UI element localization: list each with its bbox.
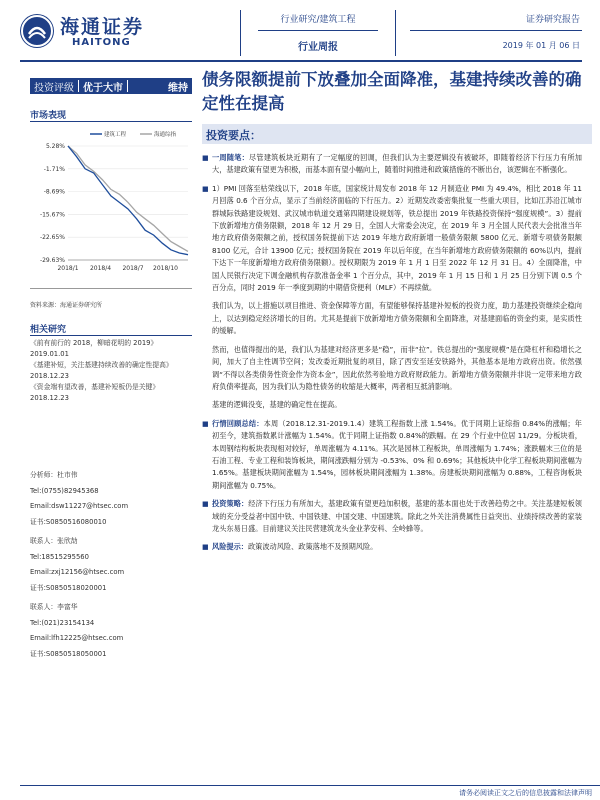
footer-rule [20, 785, 600, 786]
y-tick-label: -15.67% [39, 211, 65, 219]
analyst-item: 分析师：杜市伟 Tel:(0755)82945368 Email:dsw11227@htsec.com 证书:S0850516080010 [30, 471, 129, 526]
x-tick-label: 2018/10 [153, 265, 178, 272]
header-divider-right [395, 10, 396, 56]
rating-value: 优于大市 [83, 82, 123, 94]
y-tick-label: -22.65% [39, 234, 65, 242]
header-right-line [410, 30, 582, 31]
key-points-body [212, 152, 582, 554]
report-type: 行业周报 [298, 42, 338, 53]
x-tick-label: 2018/4 [89, 265, 112, 272]
logo-text-en: HAITONG [72, 37, 131, 48]
footer-disclaimer[interactable]: 请务必阅读正文之后的信息披露和法律声明 [459, 789, 592, 797]
analyst-block [30, 468, 195, 662]
related-item[interactable]: 《基建补短，关注基建持续改善的确定性提高》 2018.12.23 [30, 361, 173, 380]
market-section-label: 市场表现 [30, 111, 67, 121]
report-date: 2019 年 01 月 06 日 [502, 41, 580, 50]
logo-text-cn: 海通证券 [60, 16, 145, 38]
x-tick-label: 2018/1 [57, 265, 79, 272]
paragraph-view: 我们认为，以上措施以项目推进、资金保障等方面，有望能够保持基建补短板的投资力度，助力基建投资继续企稳向上，以达到稳定经济增长的目的。尤其是提前下放新增地方债务限额和全面降准，对基建面临的资金约束，是实质性的缓解。 [212, 301, 582, 336]
report-category: 行业研究/建筑工程 [280, 15, 356, 25]
y-tick-label: -8.69% [43, 188, 65, 196]
paragraph-risk: ■ 风险提示：政策波动风险、政策落地不及预期风险。 [212, 541, 582, 553]
series-line [68, 146, 188, 255]
analyst-item: 联系人：李富华 Tel:(021)23154134 Email:lfh12225@htsec.com 证书:S0850518050001 [30, 603, 124, 658]
haitong-logo-mark [20, 14, 54, 48]
related-section-label: 相关研究 [30, 325, 67, 335]
x-tick-label: 2018/7 [122, 265, 144, 272]
rating-label: 投资评级 [34, 82, 74, 94]
rating-action: 维持 [168, 82, 188, 94]
chart-bottom-rule [30, 288, 192, 289]
market-chart [30, 124, 195, 279]
related-list [30, 338, 195, 404]
related-rule [30, 335, 192, 336]
header-divider-left [240, 10, 241, 56]
header-bottom-rule [20, 60, 582, 62]
paragraph-caution: 然而，也值得提出的是，我们认为基建对经济更多是“稳”，而非“拉”。铁总提出的“强度规模”是在降杠杆和稳增长之间，加大了自主性调节空间；发改委近期批复的项目，除了西安至延安铁路外，其他基本是地方政府出资。依然强调“不得以各类债务性资金作为资本金”，因此依然考验地方政府财政能力。新增地方债务限额并非说一定带来地方政府负债率提高，因为我们认为隐性债务的收缩是大概率，两者相互抵消影响。 [212, 344, 582, 391]
series-line [68, 146, 188, 251]
related-item[interactable]: 《前有前行的 2018，柳暗花明的 2019》 2019.01.01 [30, 339, 158, 358]
paragraph-conclusion: 基建的逻辑没变，基建的确定性在提高。 [212, 400, 342, 410]
market-rule [30, 121, 192, 122]
rating-sep [127, 80, 128, 92]
related-item[interactable]: 《资金端有望改善，基建补短板仍是关键》 2018.12.23 [30, 383, 160, 402]
paragraph-market-review: ■ 行情回顾总结：本周（2018.12.31-2019.1.4）建筑工程指数上涨 1.54%。优于同期上证综指 0.84%的涨幅；年初至今，建筑指数累计涨幅为 1.54%。优于同期上证指数 0.84%的跌幅。在 29 个行业中位居 11/29。分板块看，本周钢结构板块表现相对较好，单周涨幅为 4.11%。其次是园林工程板块，单周涨幅为 1.74%；涨跌幅末三位的是石油工程、专业工程和装饰板块，期间涨跌幅分别为 -0.53%、0% 和 0.69%；其他板块中化学工程板块期间涨幅为 1.65%。基建板块期间涨幅为 1.54%，园林板块期间涨幅为 1.38%。房建板块期间涨幅为 0.88%，工程咨询板块期间涨幅为 0.75%。 [212, 418, 582, 492]
page-title: 债务限额提前下放叠加全面降准，基建持续改善的确定性在提高 [202, 70, 582, 113]
key-points-label: 投资要点： [206, 129, 261, 142]
paragraph-policy: ■ 1）PMI 回落至枯荣线以下，2018 年底，国家统计局发布 2018 年 12 月制造业 PMI 为 49.4%，相比 2018 年 11 月回落 0.6 个百分点，显示了当前经济面临的下行压力。2）近期发改委密集批复一些重大项目，比如江苏沿江城市群城际铁路建设规划、武汉城市轨道交通第四期建设规划等，铁总提出 2019 年铁路投资保持“强度规模”。3）提前下放新增地方债务限额，2018 年 12 月 29 日，全国人大常委会决定，在 2019 年 3 月全国人民代表大会批准当年地方政府债务限额之前，授权国务院提前下达 2019 年地方政府新增一般债务限额 5800 亿元、新增专项债务限额 8100 亿元，合计 13900 亿元；授权国务院在 2019 年以后年度，在当年新增地方政府债务限额的 60%以内，提前下达下一年度新增地方政府债务限额）。授权期限为 2019 年 1 月 1 日至 2022 年 12 月 31 日。4）全面降准，中国人民银行决定下调金融机构存款准备金率 1 个百分点，其中，2019 年 1 月 15 日和 1 月 25 日分别下调 0.5 个百分点，同时 2019 年一季度到期的中期借贷便利（MLF）不再续做。 [212, 183, 582, 295]
analyst-item: 联系人：张欣劼 Tel:18515295560 Email:zxj12156@htsec.com 证书:S0850518020001 [30, 537, 125, 592]
header-mid-line [258, 30, 378, 31]
chart-source: 资料来源：海通证券研究所 [30, 302, 103, 309]
rating-bar [30, 78, 192, 94]
paragraph-weekly: ■ 一周随笔：尽管建筑板块近期有了一定幅度的回调，但我们认为主要逻辑没有被破坏，即随着经济下行压力有所加大，基建政策有望更为积极，而基本面有望小幅向上，随着时间推进和政策措施的不断出台，该逻辑在不断强化。 [212, 152, 582, 177]
y-tick-label: -1.71% [43, 165, 65, 173]
paragraph-strategy: ■ 投资策略：经济下行压力有所加大，基建政策有望更趋加积极，基建的基本面也处于改善趋势之中。关注基建短板领域的充分受益者中国中铁、中国铁建、中国交建、中国建筑。除此之外关注消费属性日益突出、业绩持续改善的家装龙头东易日盛。目前建议关注民营建筑龙头金业茅安科、全岭蜂等。 [212, 498, 582, 535]
doc-type: 证券研究报告 [525, 15, 580, 25]
y-tick-label: -29.63% [39, 257, 65, 264]
legend-label: 海通综指 [154, 132, 177, 138]
legend-label: 建筑工程 [104, 132, 127, 138]
y-tick-label: 5.28% [45, 143, 65, 150]
